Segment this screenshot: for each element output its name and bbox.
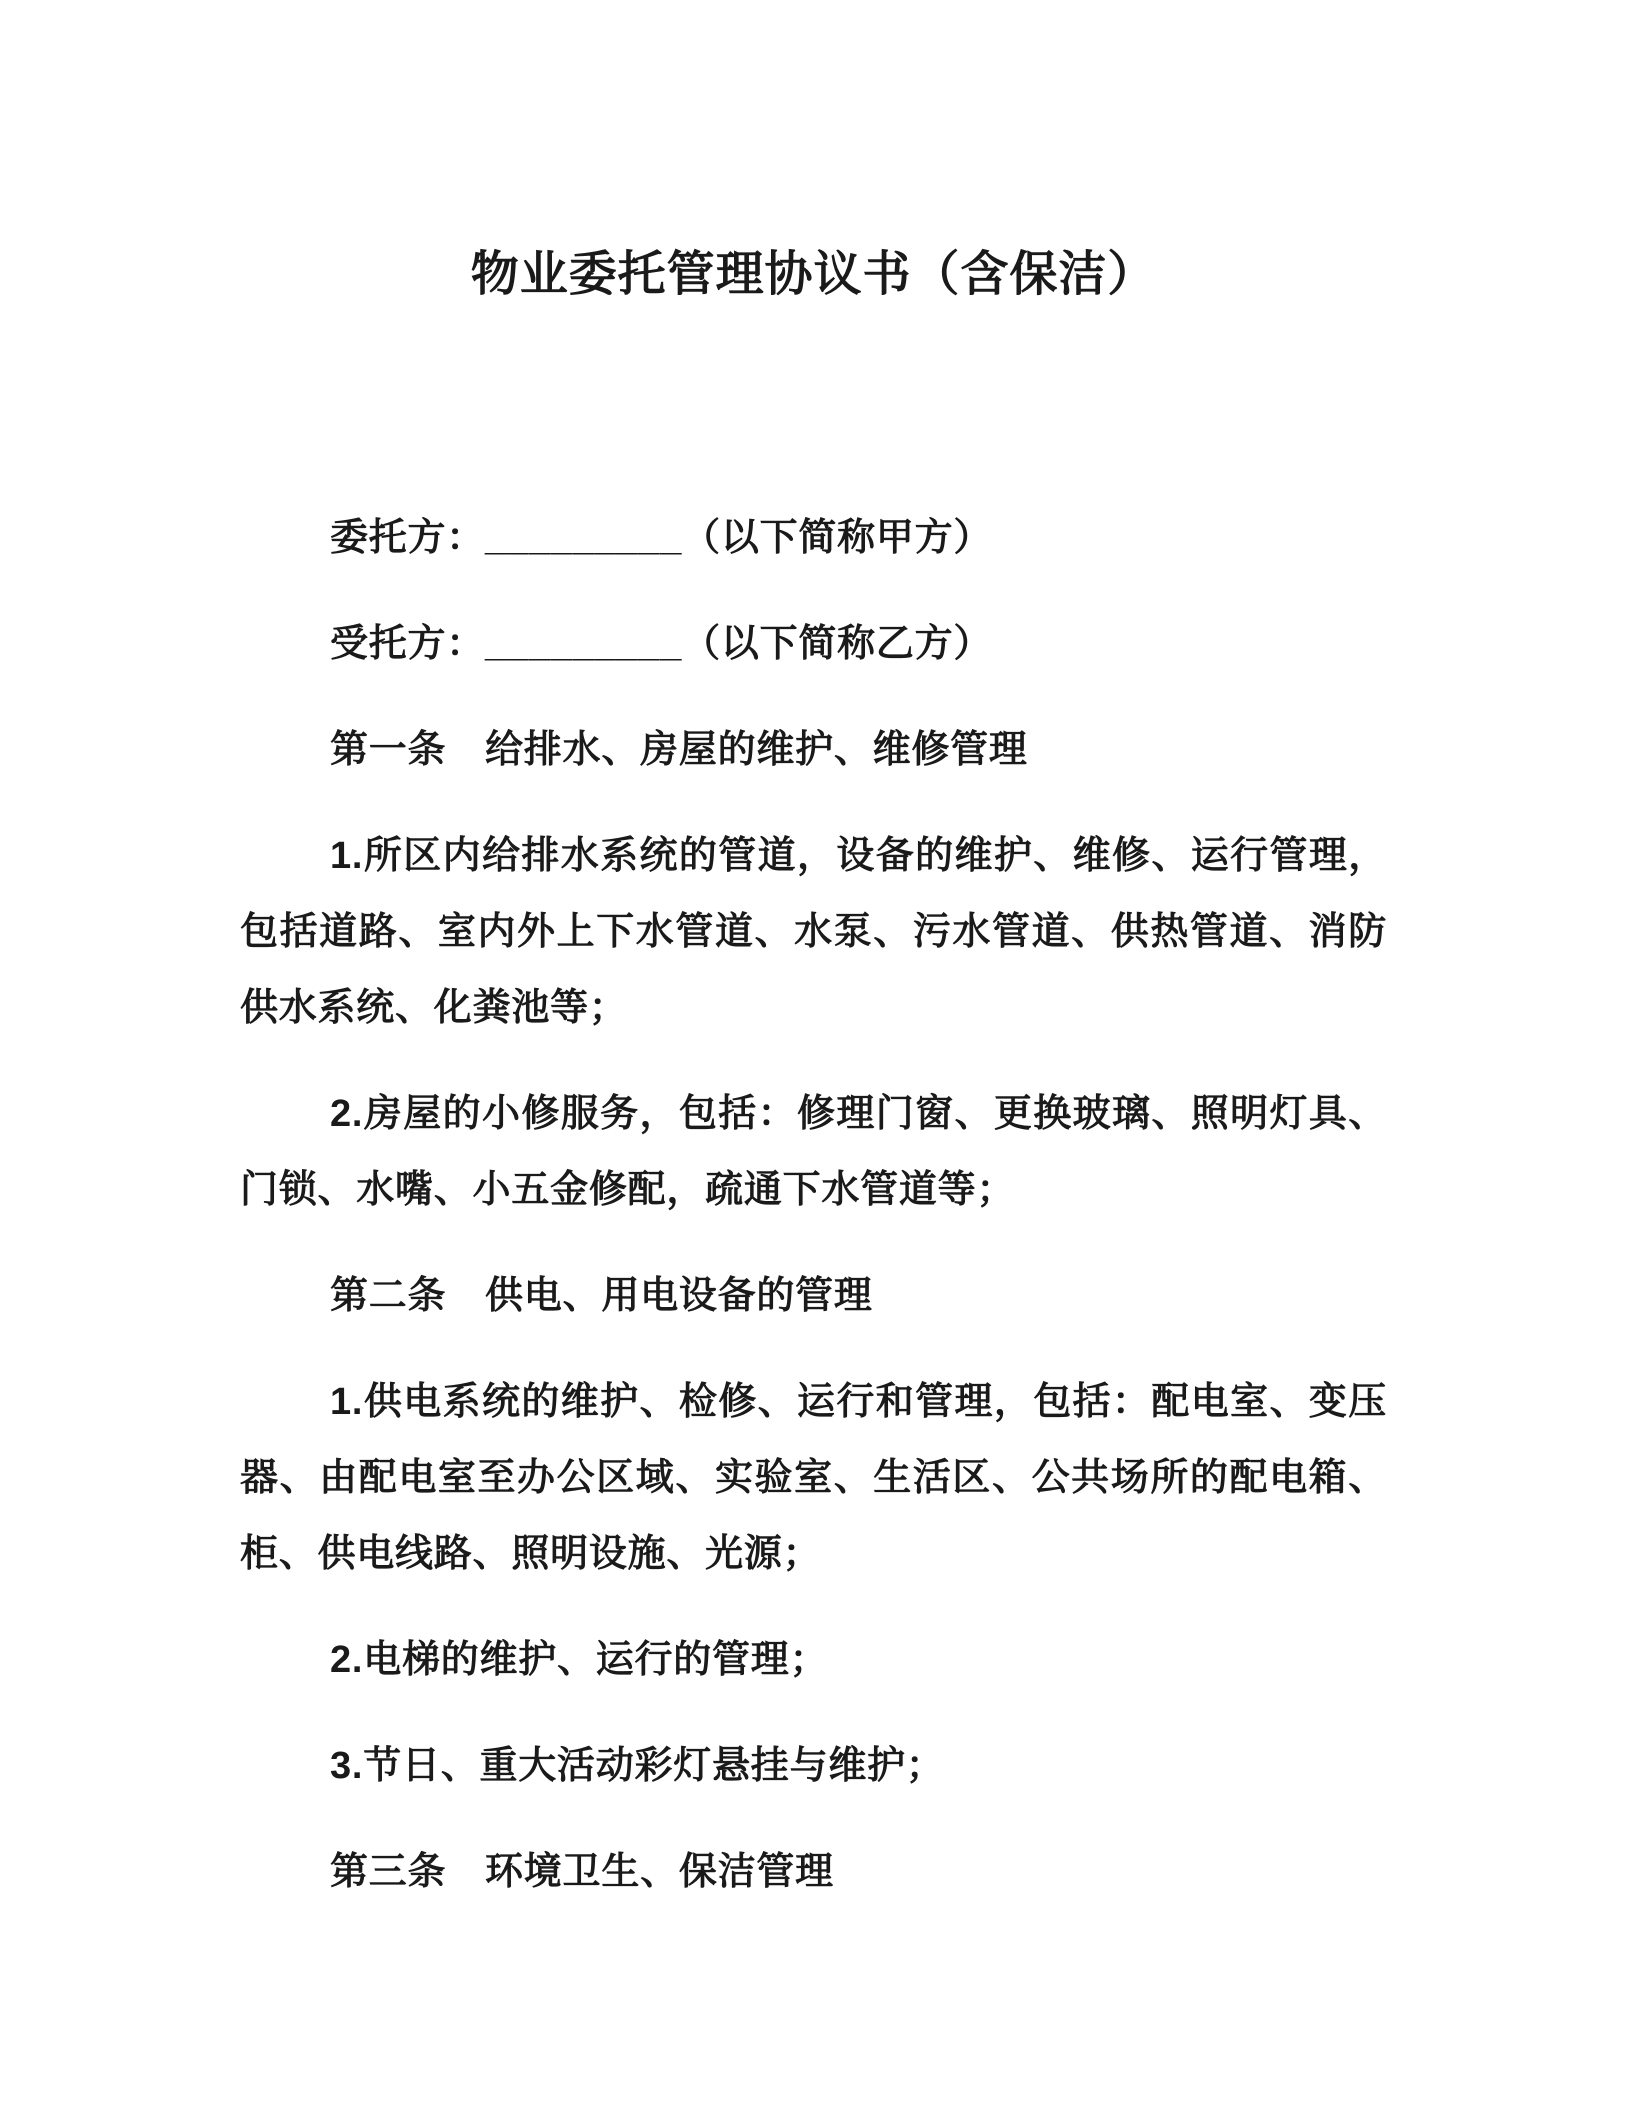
para-article2-item1: 1.供电系统的维护、检修、运行和管理，包括：配电室、变压器、由配电室至办公区域、实验室、生活区、公共场所的配电箱、柜、供电线路、照明设施、光源；: [240, 1381, 1387, 1575]
para-article2-item3: 3.节日、重大活动彩灯悬挂与维护；: [330, 1745, 945, 1787]
document-body: [240, 500, 1387, 1910]
heading-article-2: 第二条 供电、用电设备的管理: [330, 1275, 873, 1317]
line-entrusting-party: 委托方：_________（以下简称甲方）: [330, 517, 993, 559]
para-article2-item2: 2.电梯的维护、运行的管理；: [330, 1639, 829, 1681]
para-article1-item2: 2.房屋的小修服务，包括：修理门窗、更换玻璃、照明灯具、门锁、水嘴、小五金修配，疏通下水管道等；: [240, 1093, 1387, 1211]
para-article1-item1: 1.所区内给排水系统的管道，设备的维护、维修、运行管理，包括道路、室内外上下水管道、水泵、污水管道、供热管道、消防供水系统、化粪池等；: [240, 835, 1387, 1029]
heading-article-3: 第三条 环境卫生、保洁管理: [330, 1851, 834, 1893]
heading-article-1: 第一条 给排水、房屋的维护、维修管理: [330, 729, 1028, 771]
line-trustee-party: 受托方：_________（以下简称乙方）: [330, 623, 993, 665]
document-title: 物业委托管理协议书（含保洁）: [470, 248, 1157, 301]
